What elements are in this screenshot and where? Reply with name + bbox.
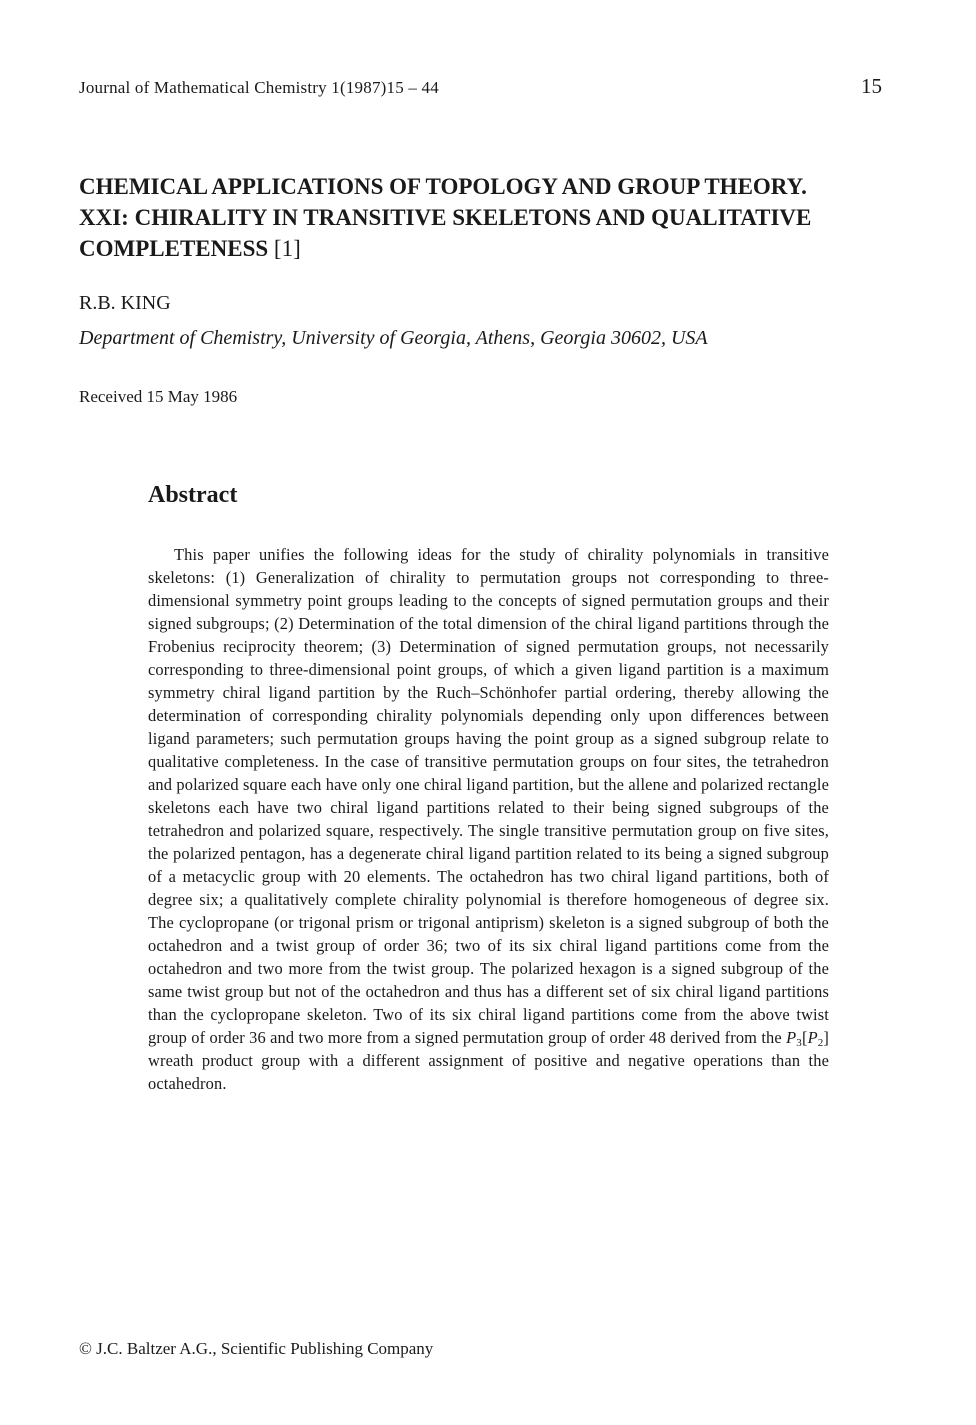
abstract-text-part-2: wreath product group with a different assignment of positive and negative operations than the octahedron. — [148, 1051, 829, 1093]
author-name: R.B. KING — [79, 292, 171, 314]
formula-bracket-open: [ — [801, 1028, 808, 1047]
abstract-heading: Abstract — [148, 482, 238, 508]
title-line-2: XXI: CHIRALITY IN TRANSITIVE SKELETONS AND QUALITATIVE — [79, 205, 812, 230]
formula-outer-var: P — [786, 1028, 797, 1047]
abstract-text-part-1: This paper unifies the following ideas for the study of chirality polynomials in transitive skeletons: (1) Generalization of chirality to permutation groups not corresponding to three-dimensional symmetry point groups leading to the concepts of signed permutation groups and their signed subgroups; (2) Determination of the total dimension of the chiral ligand partitions through the Frobenius reciprocity theorem; (3) Determination of signed permutation groups, not necessarily corresponding to three-dimensional point groups, of which a given ligand partition is a maximum symmetry chiral ligand partition by the Ruch–Schönhofer partial ordering, thereby allowing the determination of corresponding chirality polynomials depending only upon differences between ligand parameters; such permutation groups having the point group as a signed subgroup relate to qualitative completeness. In the case of transitive permutation groups on four sites, the tetrahedron and polarized square each have only one chiral ligand partition, but the allene and polarized rectangle skeletons each have two chiral ligand partitions related to their being signed subgroups of the tetrahedron and polarized square, respectively. The single transitive permutation group on five sites, the polarized pentagon, has a degenerate chiral ligand partition related to its being a signed subgroup of a metacyclic group with 20 elements. The octahedron has two chiral ligand partitions, both of degree six; a qualitatively complete chirality polynomial is therefore homogeneous of degree six. The cyclopropane (or trigonal prism or trigonal antiprism) skeleton is a signed subgroup of both the octahedron and a twist group of order 36; two of its six chiral ligand partitions come from the octahedron and two more from the twist group. The polarized hexagon is a signed subgroup of the same twist group but not of the octahedron and thus has a different set of six chiral ligand partitions than the cyclopropane skeleton. Two of its six chiral ligand partitions come from the above twist group of order 36 and two more from a signed permutation group of order 48 derived from the — [148, 545, 829, 1047]
page-number: 15 — [861, 74, 882, 98]
received-date: Received 15 May 1986 — [79, 387, 238, 406]
copyright-notice: © J.C. Baltzer A.G., Scientific Publishing Company — [79, 1339, 434, 1358]
wreath-product-formula — [786, 1028, 829, 1047]
title-line-3: COMPLETENESS — [79, 236, 269, 261]
title-reference: [1] — [273, 236, 301, 261]
author-affiliation: Department of Chemistry, University of Georgia, Athens, Georgia 30602, USA — [79, 327, 708, 349]
formula-inner-var: P — [807, 1028, 818, 1047]
formula-outer-sub: 3 — [796, 1037, 802, 1049]
formula-inner-sub: 2 — [817, 1037, 824, 1049]
running-head: Journal of Mathematical Chemistry 1(1987)15 – 44 — [79, 78, 439, 97]
paper-title — [79, 171, 899, 264]
formula-bracket-close: ] — [823, 1028, 829, 1047]
abstract-body — [148, 543, 829, 1095]
title-line-1: CHEMICAL APPLICATIONS OF TOPOLOGY AND GROUP THEORY. — [79, 174, 807, 199]
